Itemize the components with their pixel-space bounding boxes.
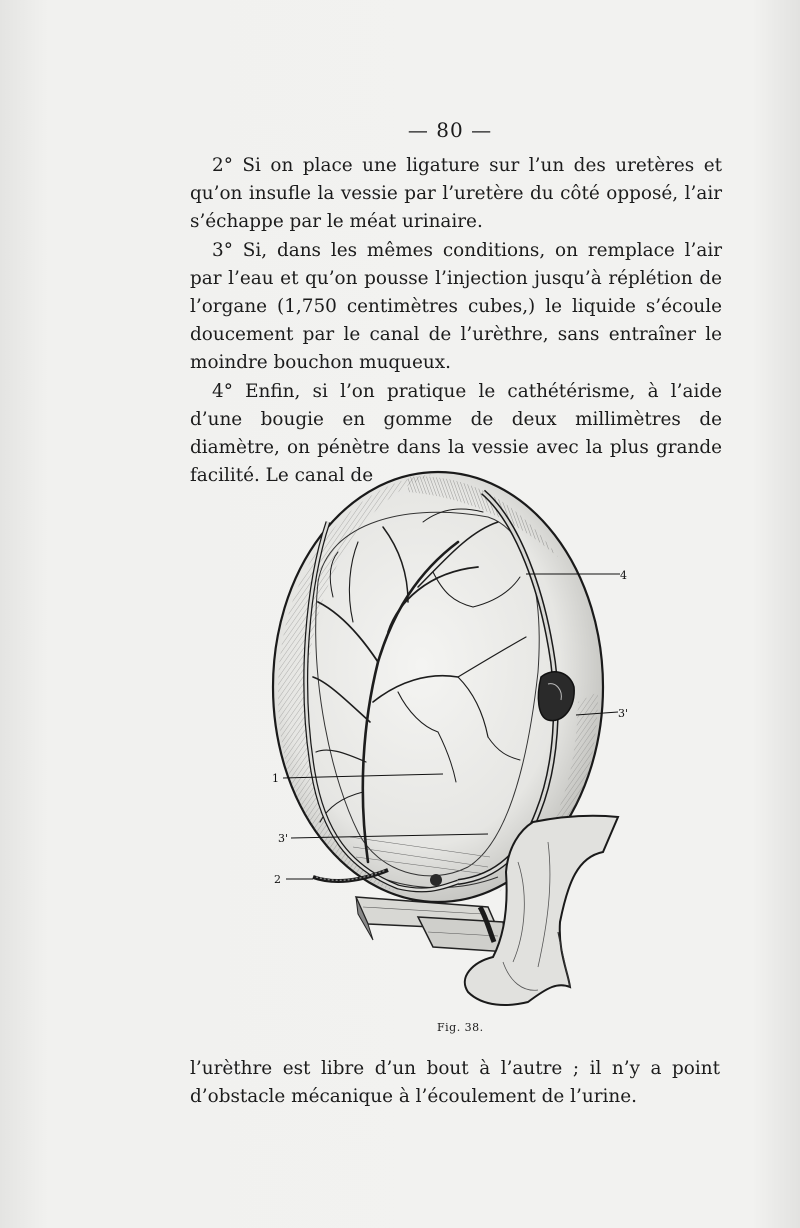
continuation-paragraph: l’urèthre est libre d’un bout à l’autre ; il n’y a point d’obstacle mécanique à l’écoulement de l’urine. bbox=[190, 1058, 720, 1108]
paragraph-4: 4° Enfin, si l’on pratique le cathétérisme, à l’aide d’une bougie en gomme de deux millimètres de diamètre, on pénètre dans la vessie avec la plus grande facilité. Le canal de bbox=[190, 380, 722, 487]
body-text-top bbox=[190, 152, 722, 490]
label-3-left: 3' bbox=[278, 832, 289, 845]
label-2: 2 bbox=[274, 873, 281, 886]
label-3-right: 3' bbox=[618, 707, 629, 720]
page-number: — 80 — bbox=[407, 118, 493, 142]
body-text-bottom bbox=[190, 1055, 720, 1111]
paragraph-2: 2° Si on place une ligature sur l’un des uretères et qu’on insufle la vessie par l’uretère du côté opposé, l’air s’échappe par le méat urinaire. bbox=[190, 155, 722, 233]
label-1: 1 bbox=[272, 772, 279, 785]
bladder-illustration bbox=[258, 462, 638, 1022]
figure-caption: Fig. 38. bbox=[437, 1021, 484, 1034]
label-4: 4 bbox=[620, 569, 627, 582]
paragraph-3: 3° Si, dans les mêmes conditions, on remplace l’air par l’eau et qu’on pousse l’injection jusqu’à réplétion de l’organe (1,750 centimètres cubes,) le liquide s’écoule doucement par le canal de l’urèthre, sans entraîner le moindre bouchon muqueux. bbox=[190, 239, 722, 374]
